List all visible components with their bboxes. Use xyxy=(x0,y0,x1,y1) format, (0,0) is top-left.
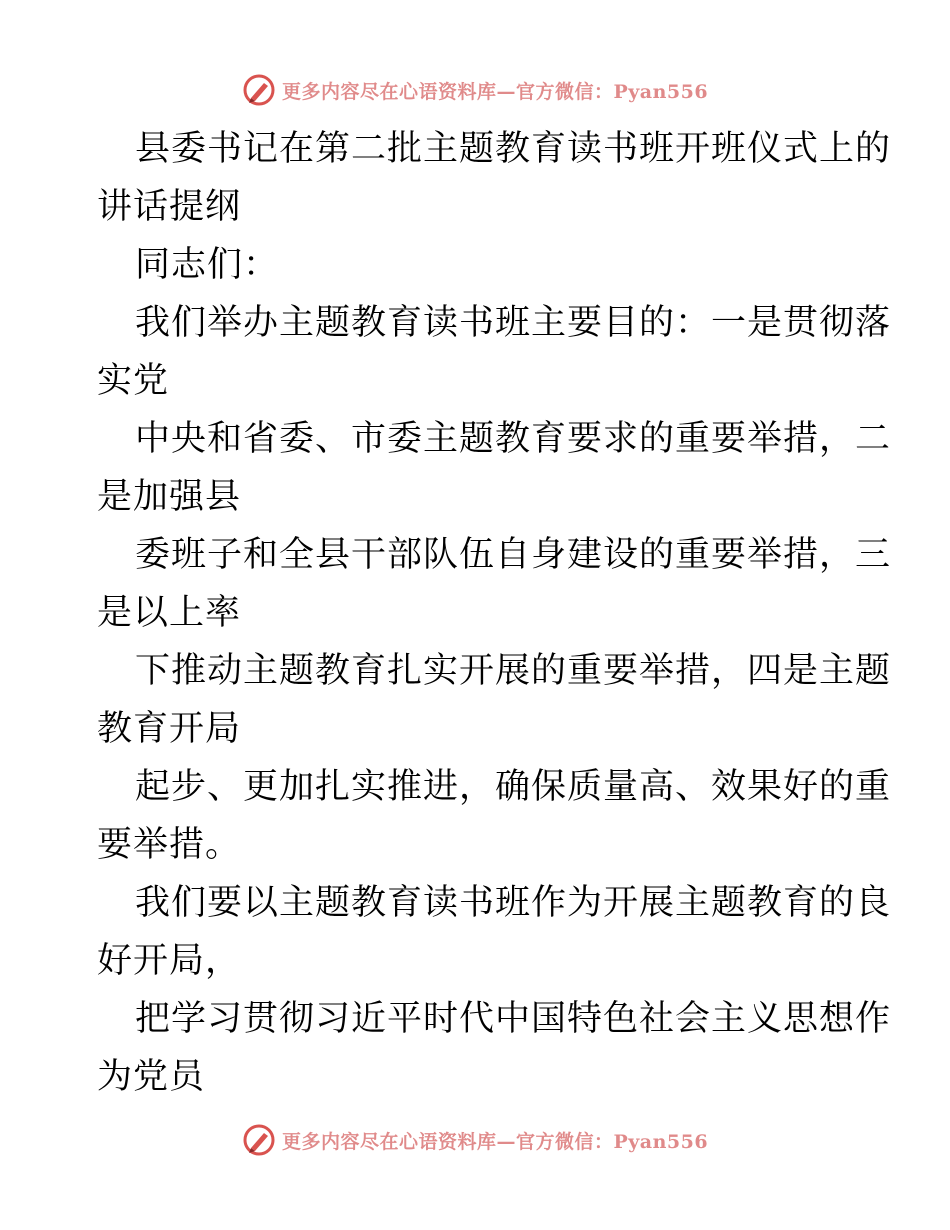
text-line: 下推动主题教育扎实开展的重要举措，四是主题 xyxy=(135,651,892,691)
text-line: 好开局， xyxy=(97,941,242,981)
text-line: 为党员 xyxy=(97,1057,206,1097)
pen-logo-icon xyxy=(242,1123,276,1157)
watermark-text: 更多内容尽在心语资料库—官方微信：Pyan556 xyxy=(281,1130,709,1153)
pen-logo-icon xyxy=(242,73,276,107)
text-line: 是加强县 xyxy=(97,477,242,517)
text-line: 我们举办主题教育读书班主要目的：一是贯彻落 xyxy=(135,303,892,343)
text-line: 起步、更加扎实推进，确保质量高、效果好的重 xyxy=(135,767,892,807)
document-body xyxy=(97,120,892,1106)
text-line: 是以上率 xyxy=(97,593,242,633)
text-line: 同志们： xyxy=(135,245,280,285)
text-line: 实党 xyxy=(97,361,170,401)
text-line: 要举措。 xyxy=(97,825,242,865)
text-line: 把学习贯彻习近平时代中国特色社会主义思想作 xyxy=(135,999,892,1039)
text-line: 我们要以主题教育读书班作为开展主题教育的良 xyxy=(135,883,892,923)
header-watermark xyxy=(0,70,950,110)
text-line: 县委书记在第二批主题教育读书班开班仪式上的 xyxy=(135,129,892,169)
text-line: 讲话提纲 xyxy=(97,187,242,227)
watermark-text: 更多内容尽在心语资料库—官方微信：Pyan556 xyxy=(281,80,709,103)
text-line: 教育开局 xyxy=(97,709,242,749)
text-line: 中央和省委、市委主题教育要求的重要举措，二 xyxy=(135,419,892,459)
footer-watermark xyxy=(0,1120,950,1160)
text-line: 委班子和全县干部队伍自身建设的重要举措，三 xyxy=(135,535,892,575)
